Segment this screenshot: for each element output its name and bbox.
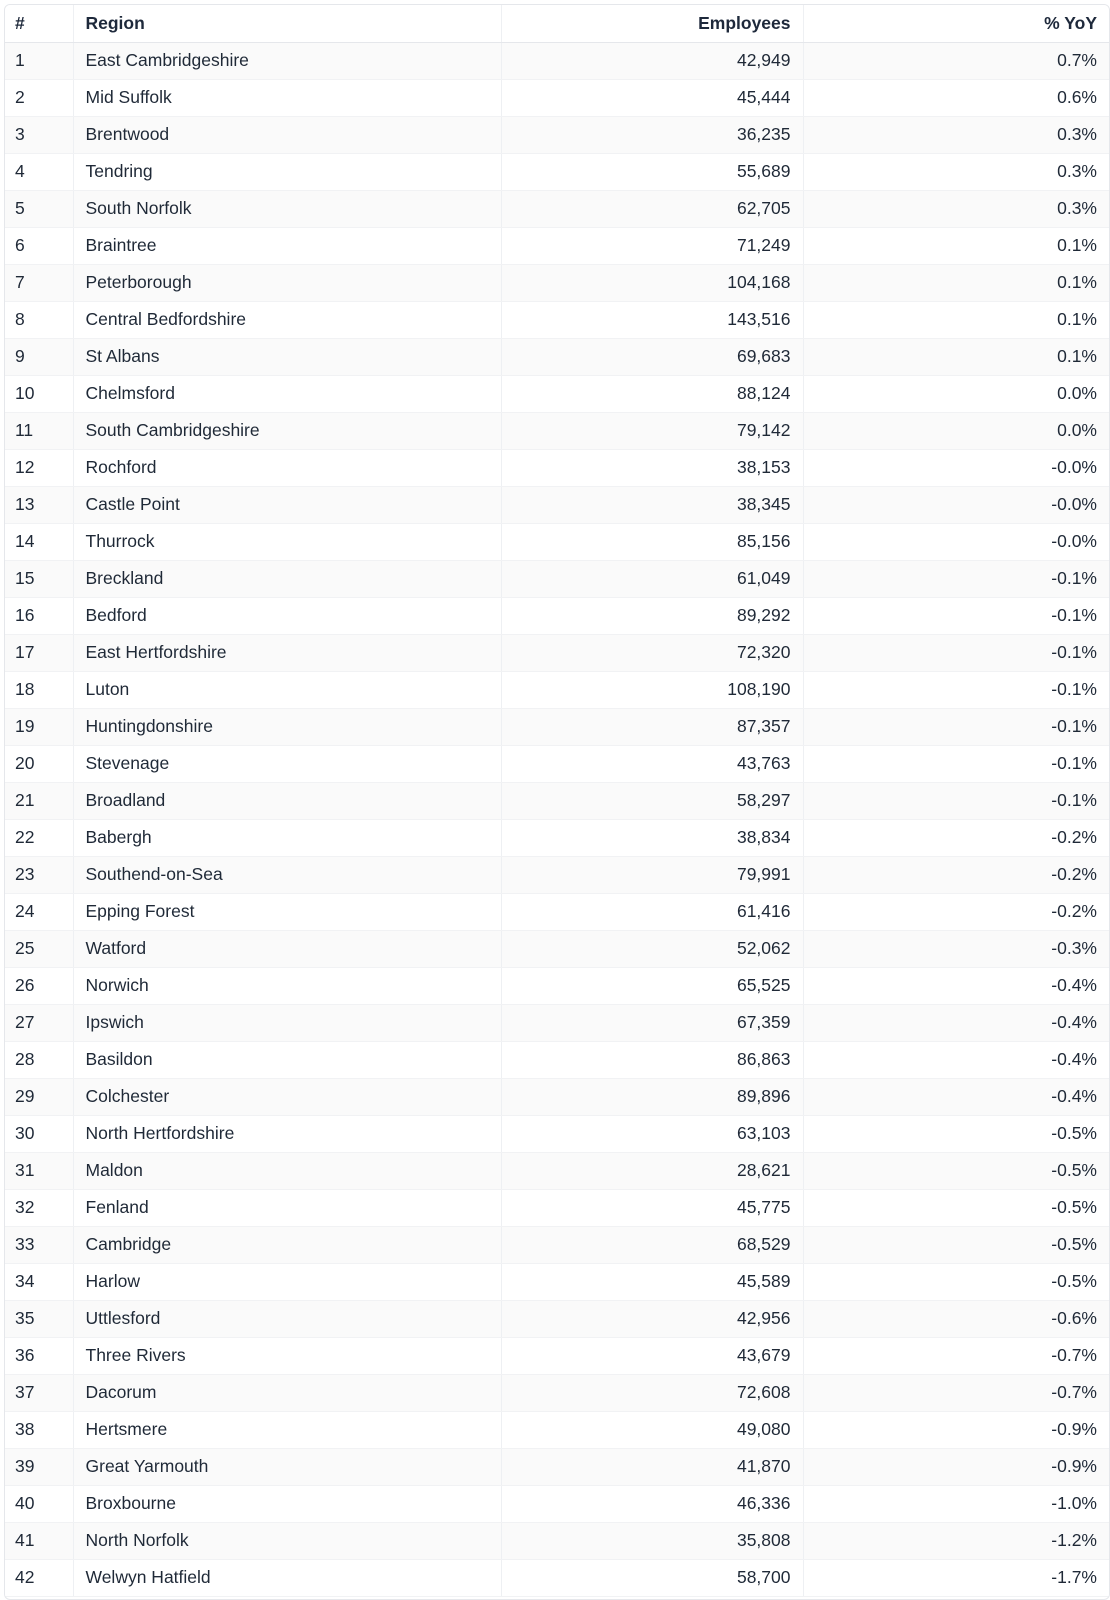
- region-cell: East Hertfordshire: [73, 634, 501, 671]
- yoy-cell: -0.6%: [803, 1300, 1109, 1337]
- rank-cell: 34: [5, 1263, 73, 1300]
- rank-cell: 21: [5, 782, 73, 819]
- employees-cell: 52,062: [501, 930, 803, 967]
- rank-cell: 42: [5, 1559, 73, 1596]
- rank-cell: 19: [5, 708, 73, 745]
- table-row: [5, 597, 1109, 634]
- employees-cell: 108,190: [501, 671, 803, 708]
- employees-cell: 45,444: [501, 79, 803, 116]
- rank-cell: 24: [5, 893, 73, 930]
- rank-cell: 39: [5, 1448, 73, 1485]
- yoy-cell: 0.0%: [803, 412, 1109, 449]
- region-cell: Broadland: [73, 782, 501, 819]
- table-row: [5, 1263, 1109, 1300]
- table-row: [5, 1448, 1109, 1485]
- region-cell: Watford: [73, 930, 501, 967]
- employees-cell: 87,357: [501, 708, 803, 745]
- employees-cell: 79,991: [501, 856, 803, 893]
- region-cell: Rochford: [73, 449, 501, 486]
- region-cell: North Norfolk: [73, 1522, 501, 1559]
- employees-cell: 28,621: [501, 1152, 803, 1189]
- employees-cell: 71,249: [501, 227, 803, 264]
- employees-cell: 143,516: [501, 301, 803, 338]
- rank-cell: 4: [5, 153, 73, 190]
- region-cell: Fenland: [73, 1189, 501, 1226]
- region-cell: Norwich: [73, 967, 501, 1004]
- table-row: [5, 79, 1109, 116]
- employees-cell: 55,689: [501, 153, 803, 190]
- table-row: [5, 375, 1109, 412]
- employees-cell: 79,142: [501, 412, 803, 449]
- employees-cell: 68,529: [501, 1226, 803, 1263]
- rank-cell: 13: [5, 486, 73, 523]
- employees-cell: 35,808: [501, 1522, 803, 1559]
- column-header-region[interactable]: Region: [73, 5, 501, 42]
- region-cell: Peterborough: [73, 264, 501, 301]
- region-cell: Breckland: [73, 560, 501, 597]
- table-row: [5, 1559, 1109, 1596]
- rank-cell: 36: [5, 1337, 73, 1374]
- data-table-container: [4, 4, 1110, 1600]
- yoy-cell: -0.3%: [803, 930, 1109, 967]
- region-cell: Three Rivers: [73, 1337, 501, 1374]
- table-row: [5, 264, 1109, 301]
- yoy-cell: 0.3%: [803, 190, 1109, 227]
- yoy-cell: 0.1%: [803, 301, 1109, 338]
- table-row: [5, 1004, 1109, 1041]
- region-cell: Dacorum: [73, 1374, 501, 1411]
- table-row: [5, 1115, 1109, 1152]
- table-body: [5, 42, 1109, 1596]
- employees-cell: 61,049: [501, 560, 803, 597]
- table-row: [5, 1152, 1109, 1189]
- rank-cell: 31: [5, 1152, 73, 1189]
- table-row: [5, 745, 1109, 782]
- table-row: [5, 190, 1109, 227]
- yoy-cell: -0.1%: [803, 597, 1109, 634]
- region-cell: Thurrock: [73, 523, 501, 560]
- yoy-cell: 0.1%: [803, 264, 1109, 301]
- table-row: [5, 1078, 1109, 1115]
- yoy-cell: -0.5%: [803, 1115, 1109, 1152]
- table-row: [5, 819, 1109, 856]
- employees-cell: 69,683: [501, 338, 803, 375]
- rank-cell: 16: [5, 597, 73, 634]
- region-cell: East Cambridgeshire: [73, 42, 501, 79]
- employees-cell: 88,124: [501, 375, 803, 412]
- yoy-cell: -0.2%: [803, 819, 1109, 856]
- rank-cell: 33: [5, 1226, 73, 1263]
- yoy-cell: -0.5%: [803, 1152, 1109, 1189]
- table-row: [5, 708, 1109, 745]
- rank-cell: 37: [5, 1374, 73, 1411]
- table-row: [5, 1411, 1109, 1448]
- yoy-cell: -0.1%: [803, 634, 1109, 671]
- column-header-rank[interactable]: #: [5, 5, 73, 42]
- rank-cell: 40: [5, 1485, 73, 1522]
- table-row: [5, 1485, 1109, 1522]
- table-row: [5, 301, 1109, 338]
- region-cell: Hertsmere: [73, 1411, 501, 1448]
- table-row: [5, 1041, 1109, 1078]
- yoy-cell: 0.3%: [803, 116, 1109, 153]
- table-row: [5, 967, 1109, 1004]
- region-cell: Brentwood: [73, 116, 501, 153]
- employees-cell: 42,949: [501, 42, 803, 79]
- yoy-cell: -0.9%: [803, 1411, 1109, 1448]
- yoy-cell: -0.4%: [803, 1041, 1109, 1078]
- table-row: [5, 1522, 1109, 1559]
- table-row: [5, 116, 1109, 153]
- table-row: [5, 153, 1109, 190]
- yoy-cell: -0.9%: [803, 1448, 1109, 1485]
- rank-cell: 28: [5, 1041, 73, 1078]
- rank-cell: 14: [5, 523, 73, 560]
- employees-cell: 38,345: [501, 486, 803, 523]
- table-row: [5, 42, 1109, 79]
- table-row: [5, 893, 1109, 930]
- yoy-cell: -0.4%: [803, 1004, 1109, 1041]
- region-cell: Tendring: [73, 153, 501, 190]
- rank-cell: 11: [5, 412, 73, 449]
- rank-cell: 15: [5, 560, 73, 597]
- region-cell: Great Yarmouth: [73, 1448, 501, 1485]
- region-cell: Babergh: [73, 819, 501, 856]
- table-row: [5, 338, 1109, 375]
- region-cell: Luton: [73, 671, 501, 708]
- yoy-cell: 0.1%: [803, 338, 1109, 375]
- rank-cell: 30: [5, 1115, 73, 1152]
- yoy-cell: -0.1%: [803, 671, 1109, 708]
- yoy-cell: -0.5%: [803, 1263, 1109, 1300]
- rank-cell: 41: [5, 1522, 73, 1559]
- yoy-cell: -0.1%: [803, 708, 1109, 745]
- rank-cell: 38: [5, 1411, 73, 1448]
- yoy-cell: -0.2%: [803, 893, 1109, 930]
- region-cell: Stevenage: [73, 745, 501, 782]
- rank-cell: 29: [5, 1078, 73, 1115]
- table-row: [5, 1189, 1109, 1226]
- region-cell: Welwyn Hatfield: [73, 1559, 501, 1596]
- yoy-cell: -0.0%: [803, 486, 1109, 523]
- employees-cell: 72,608: [501, 1374, 803, 1411]
- rank-cell: 22: [5, 819, 73, 856]
- rank-cell: 10: [5, 375, 73, 412]
- table-row: [5, 486, 1109, 523]
- employees-cell: 46,336: [501, 1485, 803, 1522]
- yoy-cell: -0.5%: [803, 1189, 1109, 1226]
- region-cell: Ipswich: [73, 1004, 501, 1041]
- employees-cell: 43,763: [501, 745, 803, 782]
- column-header-employees[interactable]: Employees: [501, 5, 803, 42]
- region-cell: Maldon: [73, 1152, 501, 1189]
- region-cell: Broxbourne: [73, 1485, 501, 1522]
- yoy-cell: 0.1%: [803, 227, 1109, 264]
- yoy-cell: -0.0%: [803, 523, 1109, 560]
- employees-cell: 45,775: [501, 1189, 803, 1226]
- table-row: [5, 227, 1109, 264]
- table-row: [5, 560, 1109, 597]
- employees-cell: 49,080: [501, 1411, 803, 1448]
- employees-cell: 38,153: [501, 449, 803, 486]
- table-row: [5, 930, 1109, 967]
- rank-cell: 35: [5, 1300, 73, 1337]
- yoy-cell: 0.0%: [803, 375, 1109, 412]
- rank-cell: 27: [5, 1004, 73, 1041]
- employees-cell: 67,359: [501, 1004, 803, 1041]
- rank-cell: 20: [5, 745, 73, 782]
- rank-cell: 12: [5, 449, 73, 486]
- yoy-cell: 0.6%: [803, 79, 1109, 116]
- region-cell: St Albans: [73, 338, 501, 375]
- region-cell: Uttlesford: [73, 1300, 501, 1337]
- employees-cell: 65,525: [501, 967, 803, 1004]
- yoy-cell: -0.5%: [803, 1226, 1109, 1263]
- table-row: [5, 1300, 1109, 1337]
- rank-cell: 6: [5, 227, 73, 264]
- table-row: [5, 1374, 1109, 1411]
- yoy-cell: -0.4%: [803, 1078, 1109, 1115]
- table-row: [5, 1337, 1109, 1374]
- rank-cell: 23: [5, 856, 73, 893]
- employees-cell: 104,168: [501, 264, 803, 301]
- table-row: [5, 449, 1109, 486]
- yoy-cell: -0.7%: [803, 1337, 1109, 1374]
- region-cell: Epping Forest: [73, 893, 501, 930]
- region-cell: Huntingdonshire: [73, 708, 501, 745]
- region-cell: South Norfolk: [73, 190, 501, 227]
- rank-cell: 32: [5, 1189, 73, 1226]
- table-row: [5, 671, 1109, 708]
- region-cell: Basildon: [73, 1041, 501, 1078]
- employees-cell: 61,416: [501, 893, 803, 930]
- employees-cell: 43,679: [501, 1337, 803, 1374]
- column-header-yoy[interactable]: % YoY: [803, 5, 1109, 42]
- employees-cell: 36,235: [501, 116, 803, 153]
- employees-cell: 58,297: [501, 782, 803, 819]
- employees-cell: 62,705: [501, 190, 803, 227]
- region-cell: Colchester: [73, 1078, 501, 1115]
- yoy-cell: -1.2%: [803, 1522, 1109, 1559]
- employees-cell: 38,834: [501, 819, 803, 856]
- region-cell: Chelmsford: [73, 375, 501, 412]
- yoy-cell: -1.0%: [803, 1485, 1109, 1522]
- region-cell: Central Bedfordshire: [73, 301, 501, 338]
- region-cell: Harlow: [73, 1263, 501, 1300]
- yoy-cell: 0.7%: [803, 42, 1109, 79]
- employees-cell: 42,956: [501, 1300, 803, 1337]
- regions-table: [5, 5, 1109, 1597]
- table-row: [5, 634, 1109, 671]
- rank-cell: 26: [5, 967, 73, 1004]
- employees-cell: 58,700: [501, 1559, 803, 1596]
- region-cell: Bedford: [73, 597, 501, 634]
- employees-cell: 45,589: [501, 1263, 803, 1300]
- rank-cell: 1: [5, 42, 73, 79]
- region-cell: Cambridge: [73, 1226, 501, 1263]
- employees-cell: 85,156: [501, 523, 803, 560]
- rank-cell: 5: [5, 190, 73, 227]
- rank-cell: 8: [5, 301, 73, 338]
- rank-cell: 18: [5, 671, 73, 708]
- rank-cell: 2: [5, 79, 73, 116]
- yoy-cell: -0.1%: [803, 560, 1109, 597]
- region-cell: Castle Point: [73, 486, 501, 523]
- table-row: [5, 412, 1109, 449]
- yoy-cell: -0.2%: [803, 856, 1109, 893]
- yoy-cell: -0.1%: [803, 745, 1109, 782]
- table-row: [5, 1226, 1109, 1263]
- rank-cell: 3: [5, 116, 73, 153]
- employees-cell: 86,863: [501, 1041, 803, 1078]
- yoy-cell: -0.4%: [803, 967, 1109, 1004]
- region-cell: Mid Suffolk: [73, 79, 501, 116]
- table-header-row: [5, 5, 1109, 42]
- yoy-cell: -1.7%: [803, 1559, 1109, 1596]
- employees-cell: 89,292: [501, 597, 803, 634]
- table-row: [5, 782, 1109, 819]
- rank-cell: 25: [5, 930, 73, 967]
- table-row: [5, 856, 1109, 893]
- region-cell: Southend-on-Sea: [73, 856, 501, 893]
- yoy-cell: -0.1%: [803, 782, 1109, 819]
- yoy-cell: -0.7%: [803, 1374, 1109, 1411]
- yoy-cell: -0.0%: [803, 449, 1109, 486]
- table-row: [5, 523, 1109, 560]
- rank-cell: 9: [5, 338, 73, 375]
- rank-cell: 7: [5, 264, 73, 301]
- region-cell: North Hertfordshire: [73, 1115, 501, 1152]
- region-cell: South Cambridgeshire: [73, 412, 501, 449]
- employees-cell: 72,320: [501, 634, 803, 671]
- yoy-cell: 0.3%: [803, 153, 1109, 190]
- employees-cell: 63,103: [501, 1115, 803, 1152]
- employees-cell: 89,896: [501, 1078, 803, 1115]
- employees-cell: 41,870: [501, 1448, 803, 1485]
- rank-cell: 17: [5, 634, 73, 671]
- region-cell: Braintree: [73, 227, 501, 264]
